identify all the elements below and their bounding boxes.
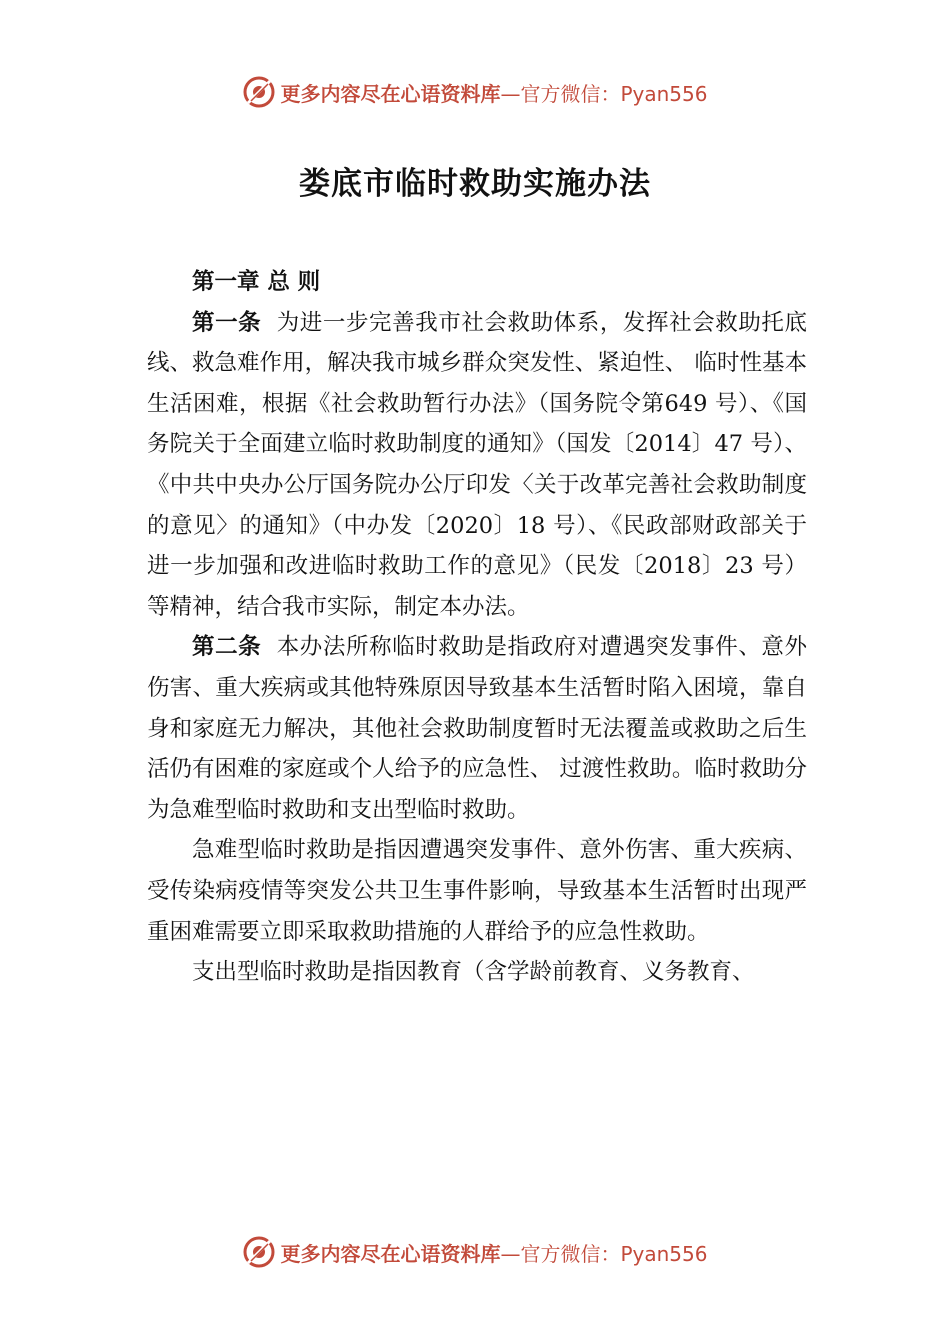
article-label: 第二条 [192, 634, 262, 661]
logo-icon [242, 75, 276, 109]
paragraph: 急难型临时救助是指因遭遇突发事件、意外伤害、重大疾病、受传染病疫情等突发公共卫生事件影响，导致基本生活暂时出现严重困难需要立即采取救助措施的人群给予的应急性救助。 [147, 837, 807, 945]
article-label: 第一条 [192, 309, 262, 336]
watermark-text: 更多内容尽在心语资料库—官方微信：Pyan556 [280, 1241, 708, 1266]
article-2 [147, 627, 807, 830]
logo-icon [242, 1235, 276, 1269]
article-text: 本办法所称临时救助是指政府对遭遇突发事件、意外伤害、重大疾病或其他特殊原因导致基本生活暂时陷入困境，靠自身和家庭无力解决，其他社会救助制度暂时无法覆盖或救助之后生活仍有困难的家庭或个人给予的应急性、 过渡性救助。临时救助分为急难型临时救助和支出型临时救助。 [147, 634, 807, 823]
article-1 [147, 303, 807, 628]
watermark-text: 更多内容尽在心语资料库—官方微信：Pyan556 [280, 81, 708, 106]
page-title: 娄底市临时救助实施办法 [299, 166, 651, 202]
article-text: 为进一步完善我市社会救助体系，发挥社会救助托底线、救急难作用，解决我市城乡群众突发性、紧迫性、 临时性基本生活困难，根据《社会救助暂行办法》（国务院令第649 号）、《国务院关于全面建立临时救助制度的通知》（国发〔2014〕47 号）、《中共中央办公厅国务院办公厅印发〈关于改革完善社会救助制度的意见〉的通知》（中办发〔2020〕18 号）、《民政部财政部关于进一步加强和改进临时救助工作的意见》（民发〔2018〕23 号）等精神，结合我市实际，制定本办法。 [147, 309, 807, 620]
watermark-banner-bottom [0, 1232, 950, 1272]
watermark-banner-top [0, 72, 950, 112]
paragraph: 支出型临时救助是指因教育（含学龄前教育、义务教育、 [192, 959, 755, 986]
chapter-heading: 第一章 总 则 [192, 269, 321, 295]
document-body [147, 262, 807, 993]
